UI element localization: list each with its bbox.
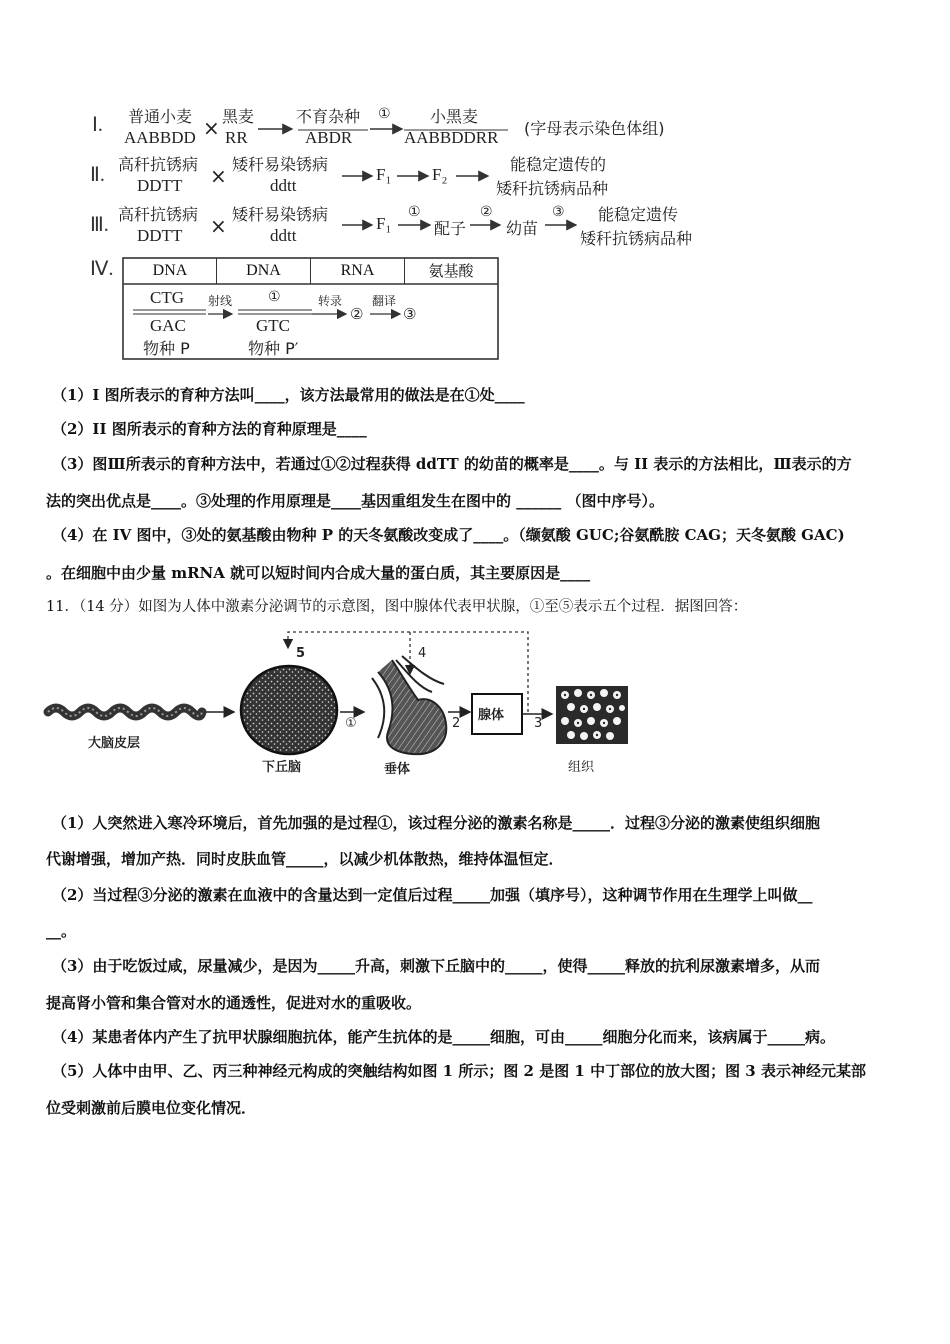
- q10-line-6: 。在细胞中由少量 mRNA 就可以短时间内合成大量的蛋白质，其主要原因是____: [46, 564, 591, 582]
- breeding-figure: [0, 0, 950, 380]
- row3-result-line1: 能稳定遗传: [598, 205, 679, 224]
- row3-step-3: ③: [552, 204, 565, 220]
- transcription-label: 转录: [318, 294, 343, 308]
- mutant-bottom: GTC: [256, 316, 290, 335]
- q11-line-9: 位受刺激前后膜电位变化情况．: [46, 1099, 257, 1117]
- codon-top: CTG: [150, 288, 184, 307]
- gland-label: 腺体: [478, 708, 505, 723]
- row1-parent2-genotype: RR: [225, 128, 248, 147]
- hormone-diagram-graphics: [0, 620, 950, 780]
- species-p-prime: 物种 P′: [248, 339, 299, 358]
- row3-parent2-name: 矮秆易染锈病: [232, 205, 329, 224]
- row2-parent1-genotype: DDTT: [137, 176, 183, 195]
- row3-result-line2: 矮秆抗锈病品种: [580, 229, 693, 248]
- process-5-label: 5: [296, 646, 306, 661]
- q10-line-1: （1）I 图所表示的育种方法叫____，该方法最常用的做法是在①处____: [52, 386, 525, 404]
- row1-parent2-name: 黑麦: [222, 107, 255, 126]
- process-4-label: 4: [418, 646, 427, 661]
- q11-header: 11．（14 分）如图为人体中激素分泌调节的示意图，图中腺体代表甲状腺，①至⑤表示五个过程．据图回答：: [46, 599, 748, 615]
- process-2-label: 2: [452, 716, 461, 731]
- q10-line-2: （2）II 图所表示的育种方法的育种原理是____: [52, 420, 367, 438]
- table-header: [124, 258, 497, 284]
- row3-parent1-name: 高秆抗锈病: [118, 205, 199, 224]
- process-1-label: ①: [345, 716, 357, 731]
- q10-line-5: （4）在 IV 图中，③处的氨基酸由物种 P 的天冬氨酸改变成了____。（缬氨酸 GUC;谷氨酰胺 CAG；天冬氨酸 GAC): [52, 526, 845, 544]
- q11-line-8: （5）人体中由甲、乙、丙三种神经元构成的突触结构如图 1 所示；图 2 是图 1 中丁部位的放大图；图 3 表示神经元某部: [52, 1062, 866, 1080]
- row1-note: (字母表示染色体组): [524, 119, 665, 138]
- row2-parent2-name: 矮秆易染锈病: [232, 155, 329, 174]
- table-header-cell: 氨基酸: [428, 262, 474, 280]
- row2-f1: F₁: [376, 165, 392, 184]
- row1-hybrid-genotype: ABDR: [305, 128, 353, 147]
- table-header-cell: DNA: [124, 258, 217, 284]
- q11-line-3: （2）当过程③分泌的激素在血液中的含量达到一定值后过程_____加强（填序号），这种调节作用在生理学上叫做__: [52, 886, 813, 904]
- row2-result-line1: 能稳定遗传的: [510, 155, 607, 174]
- q11-line-1: （1）人突然进入寒冷环境后，首先加强的是过程①，该过程分泌的激素名称是_____．过程③分泌的激素使组织细胞: [52, 814, 820, 832]
- row3-parent1-genotype: DDTT: [137, 226, 183, 245]
- q11-line-5: （3）由于吃饭过咸，尿量减少，是因为_____升高，刺激下丘脑中的_____，使得_____释放的抗利尿激素增多，从而: [52, 957, 820, 975]
- row3-seedling: 幼苗: [506, 219, 539, 238]
- hormone-diagram: [0, 620, 950, 780]
- process-3-label: 3: [534, 716, 543, 731]
- row1-parent1-genotype: AABBDD: [124, 128, 196, 147]
- tissue-label: 组织: [568, 760, 595, 775]
- cross-symbol: ×: [210, 164, 227, 188]
- cortex-label: 大脑皮层: [88, 736, 141, 751]
- row2-parent1-name: 高秆抗锈病: [118, 155, 199, 174]
- row3-f1: F₁: [376, 214, 392, 233]
- row3-gamete: 配子: [434, 219, 467, 238]
- row4-step-3: ③: [403, 305, 417, 323]
- pituitary-label: 垂体: [384, 762, 411, 777]
- row4-step-2: ②: [350, 305, 364, 323]
- table-header-cell: RNA: [311, 258, 405, 284]
- row-roman-2: Ⅱ.: [90, 164, 105, 186]
- ray-label: 射线: [208, 294, 233, 308]
- row-roman-1: Ⅰ.: [92, 114, 103, 136]
- q11-line-7: （4）某患者体内产生了抗甲状腺细胞抗体，能产生抗体的是_____细胞，可由_____细胞分化而来，该病属于_____病。: [52, 1028, 835, 1046]
- row1-parent1-name: 普通小麦: [128, 107, 193, 126]
- q10-line-4: 法的突出优点是____。③处理的作用原理是____基因重组发生在图中的 ______ （图中序号）。: [46, 492, 664, 510]
- codon-bottom: GAC: [150, 316, 186, 335]
- row1-step-1: ①: [378, 106, 391, 122]
- species-p: 物种 P: [143, 339, 190, 358]
- q11-line-4: __。: [46, 922, 77, 940]
- table-header-cell: DNA: [217, 258, 311, 284]
- row2-f2: F₂: [432, 165, 448, 184]
- cross-symbol: ×: [210, 214, 227, 238]
- cross-symbol: ×: [203, 116, 220, 140]
- row4-step-1: ①: [268, 289, 281, 305]
- row1-result-genotype: AABBDDRR: [404, 128, 499, 147]
- row1-hybrid-name: 不育杂种: [296, 107, 361, 126]
- row1-result-name: 小黑麦: [430, 107, 479, 126]
- q11-line-2: 代谢增强，增加产热．同时皮肤血管_____，以减少机体散热，维持体温恒定．: [46, 850, 564, 868]
- row2-parent2-genotype: ddtt: [270, 176, 297, 195]
- translation-label: 翻译: [372, 294, 397, 308]
- q10-line-3: （3）图Ⅲ所表示的育种方法中，若通过①②过程获得 ddTT 的幼苗的概率是____。与 II 表示的方法相比，Ⅲ表示的方: [52, 455, 852, 473]
- row-roman-3: Ⅲ.: [90, 214, 109, 236]
- row3-step-2: ②: [480, 204, 493, 220]
- row2-result-line2: 矮秆抗锈病品种: [496, 179, 609, 198]
- row3-parent2-genotype: ddtt: [270, 226, 297, 245]
- q11-line-6: 提高肾小管和集合管对水的通透性，促进对水的重吸收。: [46, 994, 422, 1012]
- row3-step-1: ①: [408, 204, 421, 220]
- hypothalamus-label: 下丘脑: [262, 760, 302, 775]
- row-roman-4: Ⅳ.: [90, 258, 114, 280]
